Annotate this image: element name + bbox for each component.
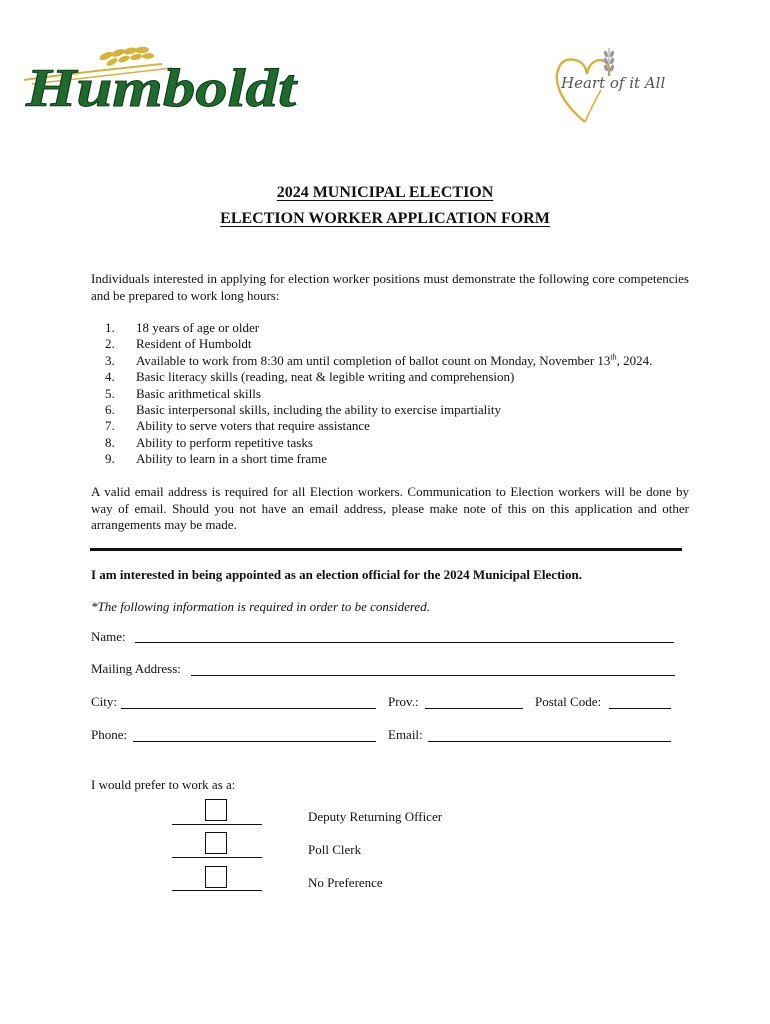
poll-clerk-label: Poll Clerk <box>308 842 362 857</box>
section-divider <box>90 548 682 551</box>
deputy-returning-officer-label: Deputy Returning Officer <box>308 809 443 824</box>
preference-prompt: I would prefer to work as a: <box>91 777 236 792</box>
interest-statement: I am interested in being appointed as an election official for the 2024 Municipal Election. <box>91 567 582 582</box>
humboldt-logo <box>22 42 302 114</box>
mailing-address-field[interactable] <box>191 674 675 676</box>
title-line-2: ELECTION WORKER APPLICATION FORM <box>220 210 550 227</box>
postal-code-label: Postal Code: <box>535 694 602 709</box>
list-item: 8. Ability to perform repetitive tasks <box>105 434 313 450</box>
no-preference-label: No Preference <box>308 875 383 890</box>
phone-label: Phone: <box>91 727 128 742</box>
heart-of-it-all-logo <box>545 42 675 132</box>
email-label: Email: <box>388 727 423 742</box>
list-item: 6. Basic interpersonal skills, including the ability to exercise impartiality <box>105 401 501 417</box>
list-item: 7. Ability to serve voters that require assistance <box>105 418 370 434</box>
email-requirement-paragraph: A valid email address is required for all Election workers. Communication to Election workers will be done by way of email. Should you not have an email address, please make note of this on this application and other arrangements may be made. <box>91 484 689 532</box>
name-field[interactable] <box>135 641 674 643</box>
list-item: 2. Resident of Humboldt <box>105 336 252 352</box>
svg-text:Humboldt: Humboldt <box>24 58 299 114</box>
humboldt-logo-graphic <box>22 42 302 114</box>
list-item: 4. Basic literacy skills (reading, neat & legible writing and comprehension) <box>105 369 515 385</box>
checkbox-underline <box>172 889 262 891</box>
city-label: City: <box>91 694 118 709</box>
prov-field[interactable] <box>425 707 523 709</box>
name-label: Name: <box>91 629 126 644</box>
checkbox-underline <box>172 823 262 825</box>
no-preference-checkbox[interactable] <box>205 866 227 888</box>
list-item: 9. Ability to learn in a short time frame <box>105 451 327 467</box>
svg-text:Heart of it All: Heart of it All <box>561 74 666 92</box>
checkbox-underline <box>172 856 262 858</box>
mailing-address-label: Mailing Address: <box>91 661 181 676</box>
intro-paragraph: Individuals interested in applying for election worker positions must demonstrate the following core competencies and be prepared to work long hours: <box>91 271 689 303</box>
requirements-list <box>105 320 705 468</box>
deputy-returning-officer-checkbox[interactable] <box>205 799 227 821</box>
phone-field[interactable] <box>133 740 376 742</box>
list-item: 1. 18 years of age or older <box>105 320 260 335</box>
list-item: 3. Available to work from 8:30 am until completion of ballot count on Monday, November 13th, 2024. <box>105 352 653 368</box>
poll-clerk-checkbox[interactable] <box>205 832 227 854</box>
postal-code-field[interactable] <box>609 707 671 709</box>
heart-wheat-icon <box>545 42 675 132</box>
list-item: 5. Basic arithmetical skills <box>105 385 261 401</box>
city-field[interactable] <box>121 707 376 709</box>
email-field[interactable] <box>428 740 671 742</box>
title-line-1: 2024 MUNICIPAL ELECTION <box>276 184 494 201</box>
required-note: *The following information is required in order to be considered. <box>91 599 430 614</box>
prov-label: Prov.: <box>388 694 419 709</box>
